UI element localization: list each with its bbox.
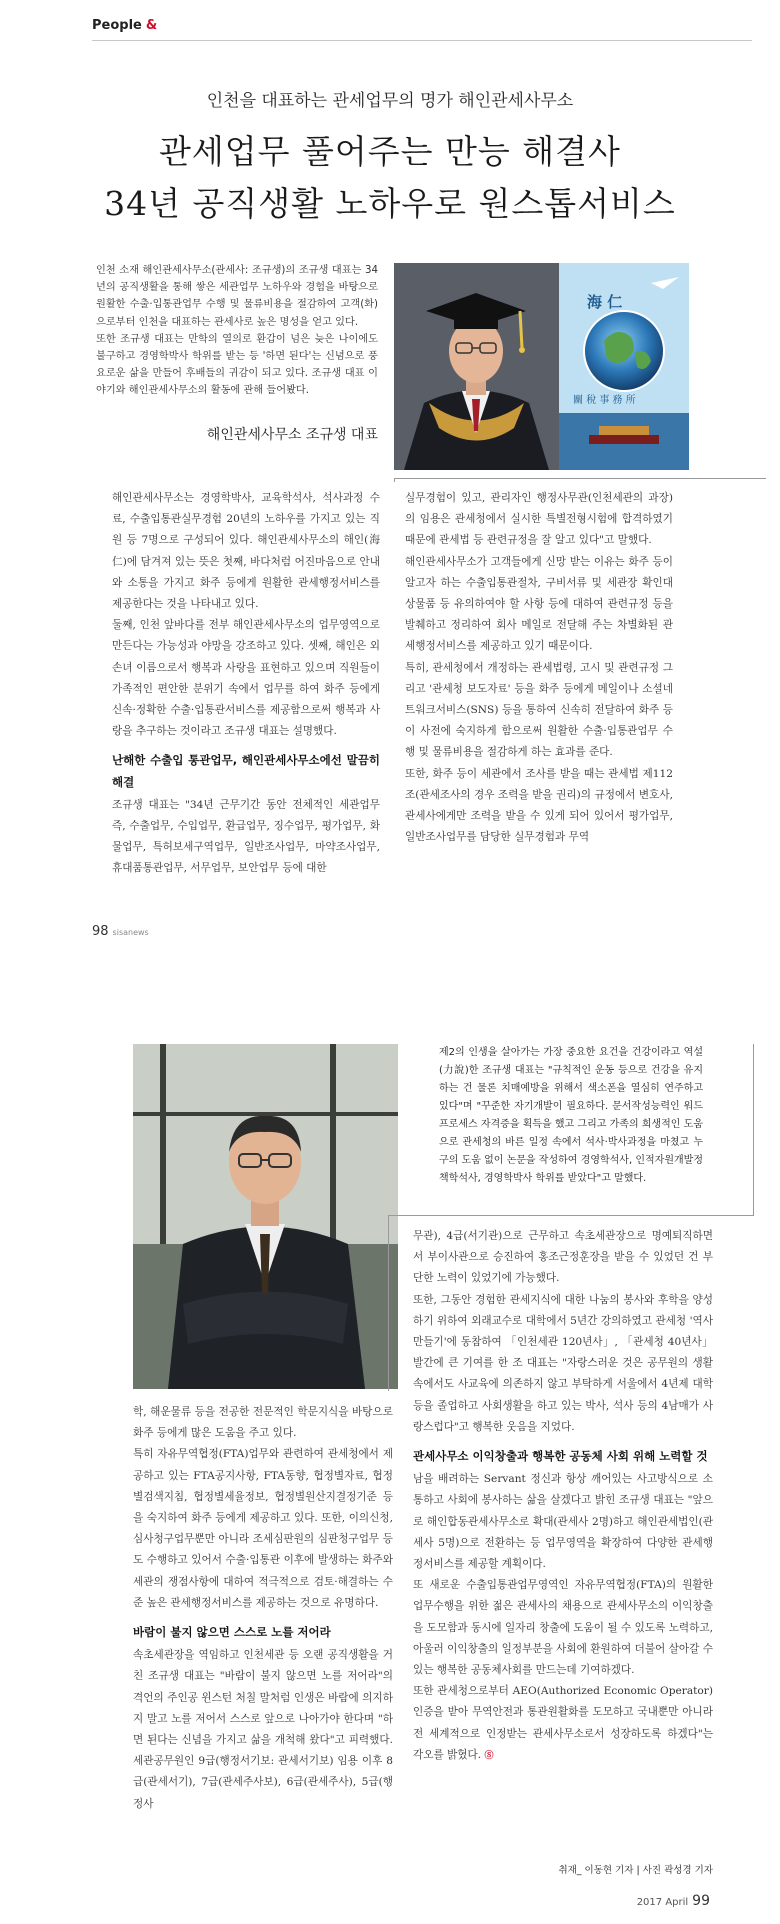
page98-column-left — [112, 488, 380, 880]
magazine-name: sisanews — [112, 928, 149, 937]
section-heading: 바람이 불지 않으면 스스로 노를 저어라 — [133, 1625, 331, 1640]
body-paragraph: 또한, 그동안 경험한 관세지식에 대한 나눔의 봉사와 후학을 양성하기 위하여 외래교수로 대학에서 5년간 강의하였고 관세청 '역사 만들기'에 동참하여 「인천세관 120년사」, 「관세청 40년사」발간에 큰 기여를 한 조 대표는 "자랑스러운 것은 공무원의 생활 속에서도 사교육에 의존하지 않고 부탁하게 서울에서 4년제 대학 등을 졸업하고 사회생활을 하고 있는 박사, 석사 등의 4남매가 사랑스럽다"고 행복한 웃음을 지었다. — [413, 1293, 713, 1433]
article-title-line-2: 34년 공직생활 노하우로 원스톱서비스 — [104, 184, 676, 223]
body-paragraph: 조규생 대표는 "34년 근무기간 동안 전체적인 세관업무 즉, 수출업무, 수입업무, 환급업무, 징수업무, 평가업무, 화물업무, 특허보세구역업무, 일반조사업무, 마약조사업무, 휴대품통관업무, 서무업무, 보안업무 등에 대한 — [112, 798, 380, 875]
body-paragraph: 또한, 화주 등이 세관에서 조사를 받을 때는 관세법 제112조(관세조사의 경우 조력을 받을 권리)의 규정에서 변호사, 관세사에게만 조력을 받을 수 있게 되어 있어서 평가업무, 일반조사업무를 담당한 실무경험과 무역 — [405, 767, 673, 844]
logo-subtext: 關 稅 事 務 所 — [573, 395, 636, 406]
section-label-text: People — [92, 18, 142, 33]
column-frame-top — [394, 478, 766, 479]
page-folio-left — [92, 924, 149, 939]
logo-han-char-1: 海 仁 — [587, 293, 623, 311]
byline: 해인관세사무소 조규생 대표 — [206, 427, 378, 443]
page-folio-right — [560, 1893, 710, 1909]
body-paragraph: 해인관세사무소는 경영학박사, 교육학석사, 석사과정 수료, 수출입통관실무경험 20년의 노하우를 가지고 있는 직원 등 7명으로 구성되어 있다. 해인관세사무소의 해인(海仁)에 담겨져 있는 뜻은 첫째, 바다처럼 어진마음으로 안내와 소통을 가지고 화주 등에게 원활한 관세행정서비스를 제공한다는 것을 나타내고 있다. — [112, 492, 380, 611]
body-paragraph: 남을 배려하는 Servant 정신과 항상 깨어있는 사고방식으로 소통하고 사회에 봉사하는 삶을 살겠다고 밝힌 조규생 대표는 "앞으로 해인합동관세사무소로 확대(관세사 2명)하고 해인관세법인(관세사 5명)으로 전환하는 등 업무영역을 확장하여 다양한 관세행정서비스를 제공할 계획이다. — [413, 1473, 713, 1571]
body-paragraph: 또 새로운 수출입통관업무영역인 자유무역협정(FTA)의 원활한 업무수행을 위한 젊은 관세사의 채용으로 관세사무소의 이익창출을 도모함과 동시에 일자리 창출에 도움이 될 수 있도록 노력하고, 아울러 이익창출의 일정부분을 사회에 환원하여 더불어 살아갈 수 있는 행복한 공동체사회를 만드는데 기여하겠다. — [413, 1579, 713, 1677]
office-logo-image — [559, 263, 689, 470]
body-paragraph: 특히 자유무역협정(FTA)업무와 관련하여 관세청에서 제공하고 있는 FTA공지사항, FTA동향, 협정별자료, 협정별검색지침, 협정별세율정보, 협정별원산지결정기준 등을 숙지하여 화주 등에게 제공하고 있다. 또한, 이의신청, 심사청구업무뿐만 아니라 조세심판원의 심판청구업무 등도 수행하고 있어서 수출·입통관 이후에 발생하는 화주와 세관의 쟁점사항에 대하여 적극적으로 검토·해결하는 수준 높은 관세행정서비스를 제공하는 것으로 유명하다. — [133, 1448, 393, 1609]
page99-column-right — [413, 1226, 713, 1767]
article-intro — [96, 262, 378, 400]
page99-column-left — [133, 1402, 393, 1815]
frame-rule-vertical-2 — [388, 1215, 389, 1391]
closing-text: 또한 관세청으로부터 AEO(Authorized Economic Operator) 인증을 받아 무역안전과 통관원활화를 도모하고 국내뿐만 아니라 전 세계적으로 인정받는 관세사무소로서 성장하도록 하겠다"는 각오를 밝혔다. — [413, 1685, 713, 1761]
frame-rule-horizontal — [388, 1215, 754, 1216]
body-paragraph: 실무경험이 있고, 관리자인 행정사무관(인천세관의 과장)의 임용은 관세청에서 실시한 특별전형시험에 합격하였기 때문에 관세법 등 관련규정을 잘 알고 있다"고 말했다. — [405, 492, 673, 547]
page-number: 99 — [692, 1893, 710, 1909]
page98-column-right — [405, 488, 673, 848]
section-heading: 관세사무소 이익창출과 행복한 공동체 사회 위해 노력할 것 — [413, 1449, 708, 1464]
body-paragraph: 둘째, 인천 앞바다를 전부 해인관세사무소의 업무영역으로 만든다는 가능성과 야망을 강조하고 있다. 셋째, 해인은 외손녀 이름으로서 행복과 사랑을 표현하고 있으며 직원들이 가족적인 편안한 분위기 속에서 업무를 하여 화주 등에게 신속·정확한 수출·입통관서비스를 제공함으로써 행복과 사랑을 추구하는 것이라고 조규생 대표는 설명했다. — [112, 619, 380, 738]
ceo-portrait-photo — [394, 263, 559, 470]
article-subtitle: 인천을 대표하는 관세업무의 명가 해인관세사무소 — [206, 91, 574, 111]
body-paragraph: 학, 해운물류 등을 전공한 전문적인 학문지식을 바탕으로 화주 등에게 많은 도움을 주고 있다. — [133, 1406, 393, 1440]
section-heading: 난해한 수출입 통관업무, 해인관세사무소에선 말끔히 해결 — [112, 753, 380, 789]
pull-quote: 제2의 인생을 살아가는 가장 중요한 요건을 건강이라고 역설(力說)한 조규생 대표는 "규칙적인 운동 등으로 건강을 유지하는 건 물론 치매예방을 위해서 색소폰을 열심히 연주하고 있다"며 "꾸준한 자기개발이 필요하다. 문서작성능력인 워드프로세스 자격증을 획득을 했고 그리고 가족의 희생적인 도움으로 관세청의 바른 일정 속에서 석사·박사과정을 마쳤고 누구의 도움 없이 논문을 작성하여 경영학석사, 인적자원개발정책학석사, 경영학박사 학위를 받았다"고 말했다. — [439, 1047, 703, 1184]
article-title-line-1: 관세업무 풀어주는 만능 해결사 — [159, 132, 621, 171]
section-label — [92, 18, 157, 33]
section-label-amp: & — [145, 18, 158, 33]
body-paragraph: 속초세관장을 역임하고 인천세관 등 오랜 공직생활을 거친 조규생 대표는 "바람이 불지 않으면 노를 저어라"의 격언의 주인공 윈스턴 처칠 말처럼 인생은 바람에 의지하지 말고 노를 저어서 스스로 앞으로 나아가야 한다며 "하면 된다는 신념을 가지고 삶을 개척해 왔다"고 피력했다. 세관공무원인 9급(행정서기보: 관세서기보) 임용 이후 8급(관세서기), 7급(관세주사보), 6급(관세주사), 5급(행정사 — [133, 1649, 393, 1810]
page-number: 98 — [92, 924, 109, 939]
body-paragraph: 특히, 관세청에서 개정하는 관세법령, 고시 및 관련규정 그리고 '관세청 보도자료' 등을 화주 등에게 메일이나 소셜네트워크서비스(SNS) 등을 통하여 신속히 전달하여 화주 등이 사전에 숙지하게 함으로써 원활한 수출·입통관업무 수행 및 물류비용을 절감하게 하는 효과를 준다. — [405, 661, 673, 759]
portrait-graphic — [394, 263, 559, 470]
body-paragraph: 해인관세사무소가 고객들에게 신망 받는 이유는 화주 등이 알고자 하는 수출입통관절차, 구비서류 및 세관장 확인대상물품 등 유의하여야 할 사항 등에 대하여 관련규정 등을 발췌하고 정리하여 회사 메일로 전달해 주는 차별화된 관세행정서비스를 제공하고 있기 때문이다. — [405, 555, 673, 653]
standing-portrait-graphic — [133, 1044, 398, 1389]
body-paragraph: 무관), 4급(서기관)으로 근무하고 속초세관장으로 명예퇴직하면서 부이사관으로 승진하여 홍조근정훈장을 받을 수 있었던 건 부단한 노력이 있었기에 가능했다. — [413, 1230, 713, 1285]
intro-paragraph-2: 또한 조규생 대표는 만학의 열의로 환갑이 넘은 늦은 나이에도 불구하고 경영학박사 학위를 받는 등 '하면 된다'는 신념으로 풍요로운 삶을 만들어 후배들의 귀감이 되고 있다. 조규생 대표 이야기와 해인관세사무소의 활동에 관해 들어봤다. — [96, 333, 378, 397]
column-frame-left — [394, 478, 395, 482]
issue-date: 2017 April — [636, 1897, 689, 1908]
end-mark-icon: Ⓢ — [484, 1750, 494, 1761]
ceo-standing-photo — [133, 1044, 398, 1389]
top-divider — [92, 40, 752, 41]
body-paragraph — [413, 1681, 713, 1767]
frame-rule-vertical — [753, 1044, 754, 1216]
photo-credit: 취재_ 이동현 기자 | 사진 곽성경 기자 — [558, 1865, 713, 1876]
logo-graphic — [559, 263, 689, 470]
intro-paragraph-1: 인천 소재 해인관세사무소(관세사: 조규생)의 조규생 대표는 34년의 공직생활을 통해 쌓은 세관업무 노하우와 경험을 바탕으로 원활한 수출·입통관업무 수행 및 물류비용을 절감하여 고객(화)으로부터 인천을 대표하는 관세사로 높은 명성을 얻고 있다. — [96, 265, 378, 328]
